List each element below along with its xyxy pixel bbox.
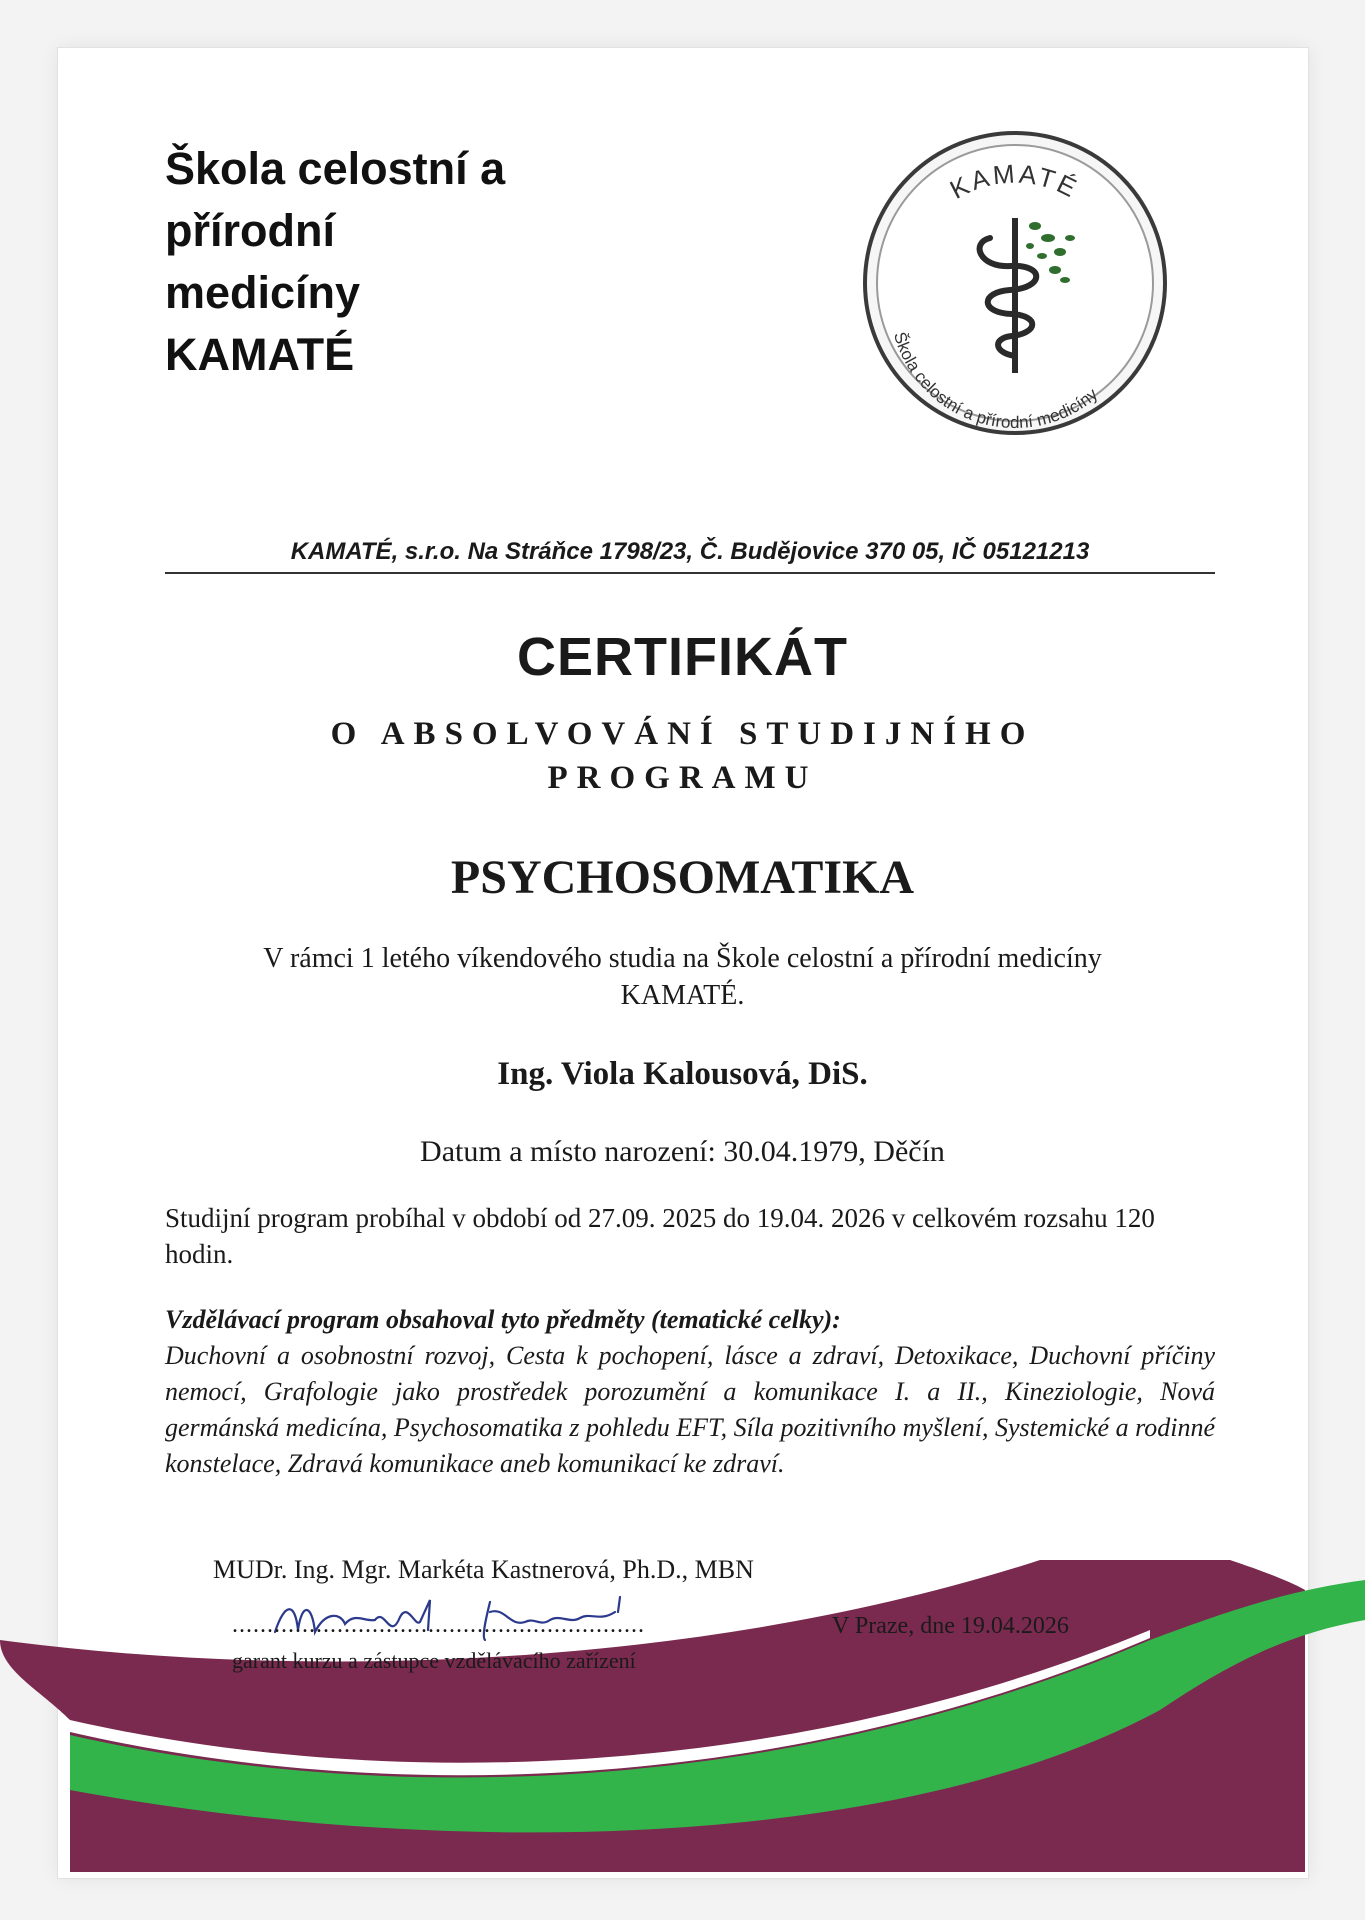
certificate-subtitle bbox=[0, 712, 1365, 800]
guarantor-role: garant kurzu a zástupce vzdělávacího zařízení bbox=[232, 1648, 636, 1673]
subtitle-line-2: PROGRAMU bbox=[547, 760, 818, 796]
study-period: Studijní program probíhal v období od 27.09. 2025 do 19.04. 2026 v celkovém rozsahu 120 hodin. bbox=[165, 1203, 1155, 1269]
school-name-line-2: přírodní bbox=[165, 205, 335, 256]
birth-info: Datum a místo narození: 30.04.1979, Děčín bbox=[420, 1135, 945, 1168]
subjects-list: Duchovní a osobnostní rozvoj, Cesta k pochopení, lásce a zdraví, Detoxikace, Duchovní příčiny nemocí, Grafologie jako prostředek porozumění a komunikace I. a II., Kineziologie, Nová germánská medicína, Psychosomatika z pohledu EFT, Síla pozitivního myšlení, Systemické a rodinné konstelace, Zdravá komunikace aneb komunikací ke zdraví. bbox=[165, 1341, 1215, 1478]
place-and-date: V Praze, dne 19.04.2026 bbox=[832, 1613, 1069, 1639]
school-name-line-3: medicíny bbox=[165, 267, 361, 318]
logo-ring-text: Škola celostní a přírodní medicíny bbox=[889, 329, 1102, 433]
certificate-title: CERTIFIKÁT bbox=[517, 627, 848, 687]
subjects-block bbox=[165, 1302, 1215, 1482]
study-line-2: KAMATÉ. bbox=[620, 980, 745, 1011]
company-address: KAMATÉ, s.r.o. Na Stráňce 1798/23, Č. Budějovice 370 05, IČ 05121213 bbox=[165, 534, 1215, 574]
subjects-heading: Vzdělávací program obsahoval tyto předměty (tematické celky): bbox=[165, 1305, 841, 1334]
school-name-line-1: Škola celostní a bbox=[165, 143, 506, 194]
subtitle-line-1: O ABSOLVOVÁNÍ STUDIJNÍHO bbox=[330, 716, 1035, 752]
school-name-line-4: KAMATÉ bbox=[165, 329, 355, 380]
guarantor-name: MUDr. Ing. Mgr. Markéta Kastnerová, Ph.D., MBN bbox=[213, 1555, 754, 1584]
signature-line: ........................................................... bbox=[232, 1612, 645, 1638]
program-name: PSYCHOSOMATIKA bbox=[450, 851, 915, 904]
school-name bbox=[165, 138, 505, 386]
graduate-name: Ing. Viola Kalousová, DiS. bbox=[497, 1056, 868, 1092]
study-description bbox=[195, 940, 1170, 1014]
study-line-1: V rámci 1 letého víkendového studia na Škole celostní a přírodní medicíny bbox=[263, 943, 1102, 974]
logo-top-text: KAMATÉ bbox=[944, 158, 1084, 205]
kamate-logo bbox=[860, 128, 1170, 438]
